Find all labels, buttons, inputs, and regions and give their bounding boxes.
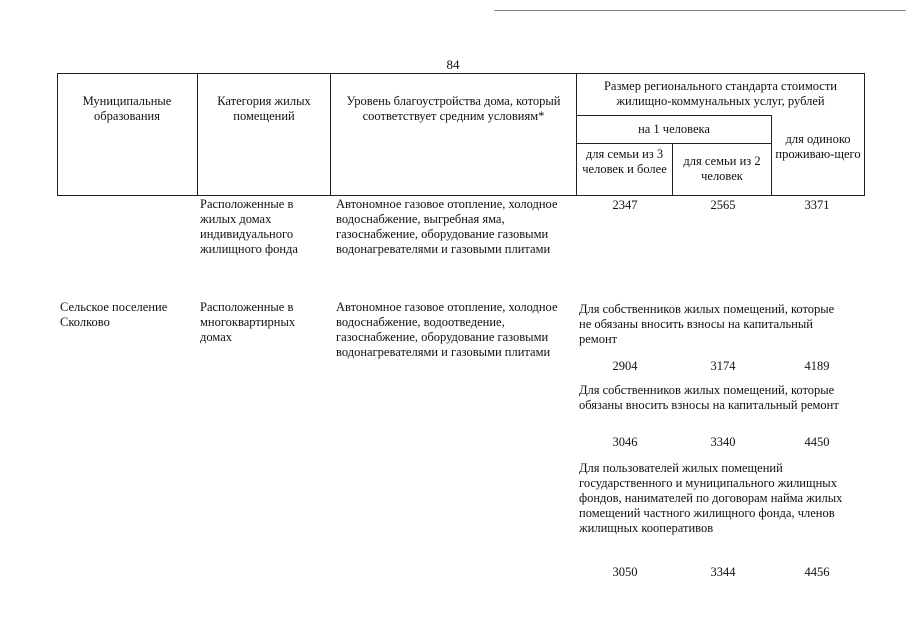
row1-improvement: Автономное газовое отопление, холодное водоснабжение, выгребная яма, газоснабжение, оборудование газовыми водонагревателями и газовыми плитами	[336, 197, 558, 256]
group2-label: Для собственников жилых помещений, которые обязаны вносить взносы на капитальный ремонт	[579, 383, 839, 412]
row1-value-family2: 2565	[710, 198, 736, 212]
per-person-divider	[576, 115, 771, 116]
top-rule	[494, 10, 906, 11]
group2-value-single: 4450	[804, 435, 830, 449]
row1-value-single: 3371	[804, 198, 830, 212]
group3-label: Для пользователей жилых помещений государственного и муниципального жилищных фондов, нанимателей по договорам найма жилых помещений частного жилищного фонда, членов жилищных кооперативов	[579, 461, 843, 535]
group1-value-family3: 2904	[612, 359, 638, 373]
row1-category: Расположенные в жилых домах индивидуального жилищного фонда	[200, 197, 298, 256]
group2-value-family3: 3046	[612, 435, 638, 449]
subheader-divider	[576, 143, 771, 144]
col-divider-1	[197, 73, 198, 196]
header-family-3: для семьи из 3 человек и более	[582, 147, 667, 176]
col-divider-2	[330, 73, 331, 196]
header-standard: Размер регионального стандарта стоимости жилищно-коммунальных услуг, рублей	[603, 79, 837, 108]
group3-value-family2: 3344	[710, 565, 736, 579]
header-bottom-border	[57, 195, 865, 196]
header-municipal: Муниципальные образования	[82, 94, 172, 123]
header-category: Категория жилых помещений	[217, 94, 311, 123]
table-right-border	[864, 73, 865, 196]
row1-value-family3: 2347	[612, 198, 638, 212]
page-number: 84	[446, 57, 460, 72]
group1-value-single: 4189	[804, 359, 830, 373]
col-divider-5	[771, 115, 772, 196]
group3-value-family3: 3050	[612, 565, 638, 579]
group2-value-family2: 3340	[710, 435, 736, 449]
table-top-border	[57, 73, 865, 74]
group3-value-single: 4456	[804, 565, 830, 579]
row2-category: Расположенные в многоквартирных домах	[200, 300, 296, 344]
header-family-2: для семьи из 2 человек	[683, 154, 761, 183]
group1-label: Для собственников жилых помещений, которые не обязаны вносить взносы на капитальный ремонт	[579, 302, 835, 346]
header-single: для одиноко проживаю-щего	[775, 132, 861, 161]
col-divider-4	[672, 143, 673, 196]
row2-improvement: Автономное газовое отопление, холодное водоснабжение, водоотведение, газоснабжение, оборудование газовыми водонагревателями и газовыми плитами	[336, 300, 558, 359]
table-left-border	[57, 73, 58, 196]
header-per-person: на 1 человека	[638, 122, 710, 136]
col-divider-3	[576, 73, 577, 196]
group1-value-family2: 3174	[710, 359, 736, 373]
header-improvement: Уровень благоустройства дома, который соответствует средним условиям*	[346, 94, 561, 123]
row2-municipality: Сельское поселение Сколково	[60, 300, 168, 329]
